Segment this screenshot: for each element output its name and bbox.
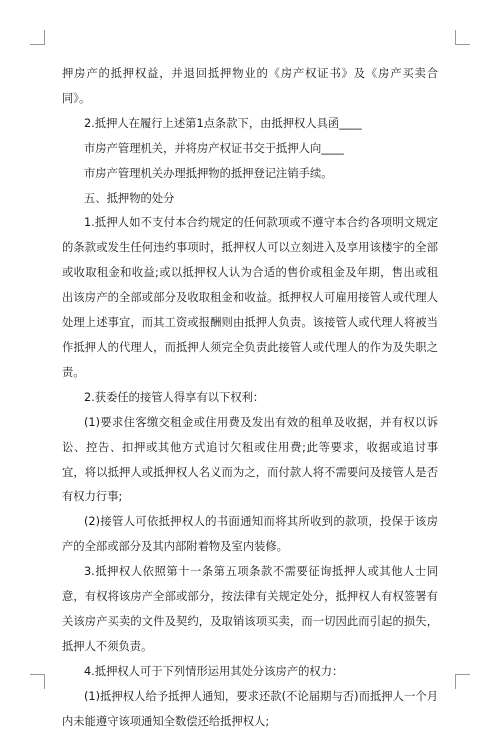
paragraph-continuation: 押房产的抵押权益，并退回抵押物业的《房产权证书》及《房产买卖合同》。: [62, 67, 438, 105]
paragraph-condition-1: (1)抵押权人给予抵押人通知，要求还款(不论届期与否)而抵押人一个月内未能遵守该项通知全数偿还给抵押权人;: [62, 689, 438, 728]
crop-mark-top-right: [455, 30, 470, 45]
paragraph-clause-2: 2.抵押人在履行上述第1点条款下，由抵押权人具函____: [84, 116, 362, 130]
crop-mark-top-left: [30, 30, 45, 45]
document-page: [62, 62, 438, 734]
paragraph-right-2: (2)接管人可依抵押权人的书面通知而将其所收到的款项，投保于该房产的全部或部分及其内部附着物及室内装修。: [62, 515, 438, 554]
paragraph-clause-2-line2: 市房产管理机关，并将房产权证书交于抵押人向____: [84, 141, 344, 155]
section-heading: 五、抵押物的处分: [84, 191, 175, 205]
crop-mark-bottom-left: [30, 674, 45, 689]
paragraph-disposal-3: 3.抵押权人依照第十一条第五项条款不需要征询抵押人或其他人士同意，有权将该房产全部或部分，按法律有关规定处分，抵押权人有权签署有关该房产买卖的文件及契约，及取销该项买卖，而一切因此而引起的损失，抵押人不须负责。: [62, 565, 438, 653]
paragraph-clause-2-line3: 市房产管理机关办理抵押物的抵押登记注销手续。: [84, 166, 333, 180]
paragraph-disposal-1: 1.抵押人如不支付本合约规定的任何款项或不遵守本合约各项明文规定的条款或发生任何违约事项时，抵押权人可以立刻进入及享用该楼宇的全部或收取租金和收益;或以抵押权人认为合适的售价或租金及年期，售出或租出该房产的全部或部分及收取租金和收益。抵押权人可雇用接管人或代理人处理上述事宜，而其工资或报酬则由抵押人负责。该接管人或代理人将被当作抵押人的代理人，而抵押人须完全负责此接管人或代理人的作为及失职之责。: [62, 216, 438, 379]
paragraph-disposal-2: 2.获委任的接管人得享有以下权利：: [84, 390, 265, 404]
paragraph-disposal-4: 4.抵押权人可于下列情形运用其处分该房产的权力：: [84, 664, 344, 678]
crop-mark-bottom-right: [455, 674, 470, 689]
paragraph-right-1: (1)要求住客缴交租金或住用费及发出有效的租单及收据，并有权以诉讼、控告、扣押或其他方式追讨欠租或住用费;此等要求，收据或追讨事宜，将以抵押人或抵押权人名义而为之，而付款人将不需要问及接管人是否有权力行事;: [62, 415, 438, 504]
